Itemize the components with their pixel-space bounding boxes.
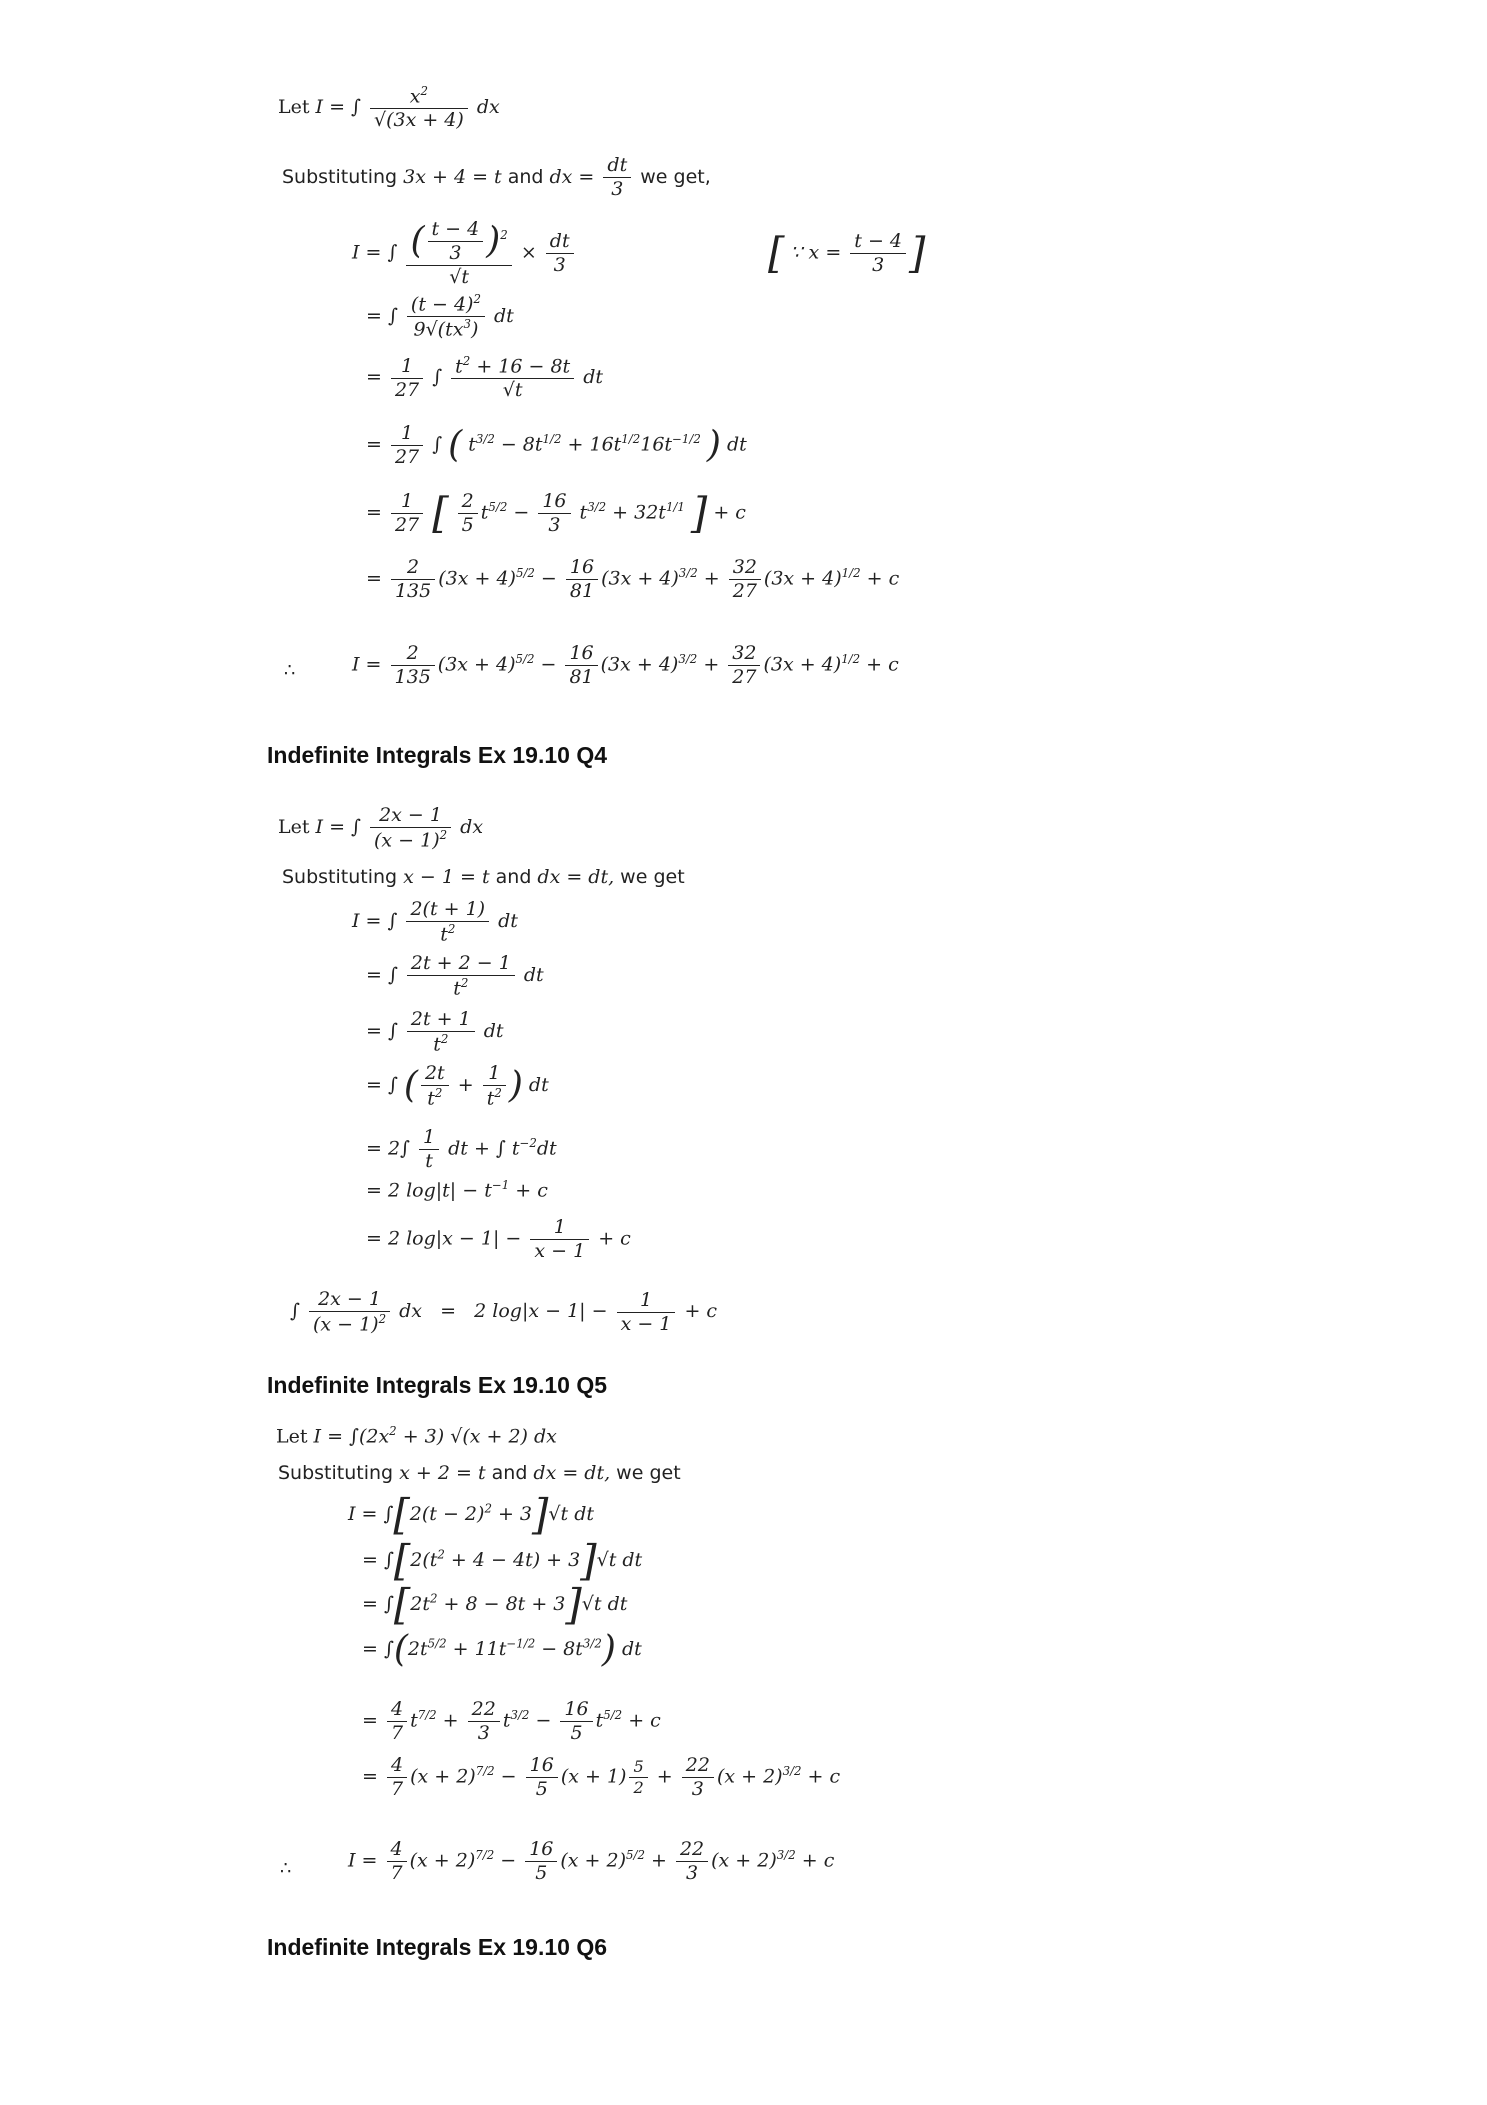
q5-therefore: ∴ bbox=[280, 1858, 292, 1879]
q5-step-5: = $\frac{4}{7}$ $t^{7/2}$ + $\frac{22}{3}$ $t^{3/2}$ − $\frac{16}{5}$ $t^{5/2} + c$ bbox=[362, 1698, 661, 1744]
q5-step-4: = $\int(2t^{5/2} + 11t^{-1/2} - 8t^{3/2})$ dt bbox=[362, 1629, 642, 1670]
q3-step-2: = ∫ $\frac{(t - 4)^2}{9√(tx^3)}$ dt bbox=[366, 292, 514, 341]
q3-step-1: I = ∫ ( $\frac{t - 4}{3}$ )$^2$ √t × $\frac{dt}{3}$ bbox=[352, 220, 577, 287]
q5-final: I = $\frac{4}{7}$ $(x + 2)^{7/2}$ − $\frac{16}{5}$ $(x + 2)^{5/2}$ + $\frac{22}{3}$ $(x + 2)^{3/2} + c$ bbox=[348, 1838, 835, 1884]
q4-step-5: = 2∫ $\frac{1}{t}$ dt + ∫ $t^{-2}dt$ bbox=[366, 1126, 557, 1172]
q3-since-note: [ ∵ x = $\frac{t - 4}{3}$ ] bbox=[768, 228, 926, 278]
q4-substitution-text: Substituting x − 1 = t and dx = dt, we get bbox=[282, 866, 685, 888]
q3-final: I = $\frac{2}{135}$ $(3x + 4)^{5/2}$ − $\frac{16}{81}$ $(3x + 4)^{3/2}$ + $\frac{32}{27}$ $(3x + 4)^{1/2} + c$ bbox=[352, 642, 899, 688]
q5-let-line: Let $I = \int(2x^2 + 3) √(x + 2)$ dx bbox=[276, 1424, 557, 1448]
q3-step-3: = $\frac{1}{27}$ ∫ $\frac{t^2 + 16 - 8t}{√t}$ dt bbox=[366, 354, 604, 402]
let-label: Let bbox=[278, 816, 310, 839]
q3-let-line: Let I = ∫ $\frac{x^2}{√(3x + 4)}$ dx bbox=[278, 84, 500, 132]
q4-step-3: = ∫ $\frac{2t + 1}{t^2}$ dt bbox=[366, 1008, 504, 1056]
let-label: Let bbox=[276, 1425, 308, 1448]
q3-step-4: = $\frac{1}{27}$ ∫ ( $t^{3/2} - 8t^{1/2} + 16t^{1/2}16t^{-1/2}$ ) dt bbox=[366, 422, 747, 468]
q4-step-2: = ∫ $\frac{2t + 2 - 1}{t^2}$ dt bbox=[366, 952, 544, 1000]
q4-step-1: I = ∫ $\frac{2(t + 1)}{t^2}$ dt bbox=[352, 898, 518, 946]
q3-step-5: = $\frac{1}{27}$ [ $\frac{2}{5}$ $t^{5/2}$ − $\frac{16}{3}$ $t^{3/2} + 32t^{1/1}$ ] + c bbox=[366, 488, 746, 538]
q4-step-6: = 2 $\log|t| - t^{-1} + c$ bbox=[366, 1178, 548, 1202]
q4-final: ∫ $\frac{2x - 1}{(x - 1)^2}$ dx = 2 log|x − 1| − $\frac{1}{x - 1}$ + c bbox=[290, 1288, 718, 1336]
let-label: Let bbox=[278, 96, 310, 119]
q5-step-2: = $\int[2(t^2 + 4 - 4t) + 3]√t$ dt bbox=[362, 1536, 643, 1585]
q3-substitution-text: Substituting 3x + 4 = t and dx = $\frac{dt}{3}$ we get, bbox=[282, 154, 711, 200]
q4-step-4: = ∫ ( $\frac{2t}{t^2}$ + $\frac{1}{t^2}$ ) dt bbox=[366, 1062, 549, 1110]
q6-heading: Indefinite Integrals Ex 19.10 Q6 bbox=[267, 1934, 608, 1960]
q4-let-line: Let I = ∫ $\frac{2x - 1}{(x - 1)^2}$ dx bbox=[278, 804, 484, 852]
q3-step-6: = $\frac{2}{135}$ $(3x + 4)^{5/2}$ − $\frac{16}{81}$ $(3x + 4)^{3/2}$ + $\frac{32}{27}$ $(3x + 4)^{1/2} + c$ bbox=[366, 556, 900, 602]
q5-step-1: $I = \int[2(t - 2)^2 + 3]√t$ dt bbox=[348, 1490, 595, 1539]
q5-step-6: = $\frac{4}{7}$ $(x + 2)^{7/2}$ − $\frac{16}{5}$ (x + 1) $\frac{5}{2}$ + $\frac{22}{3}$ $(x + 2)^{3/2} + c$ bbox=[362, 1754, 841, 1800]
q5-heading: Indefinite Integrals Ex 19.10 Q5 bbox=[267, 1372, 608, 1398]
q5-step-3: = $\int[2t^2 + 8 - 8t + 3]√t$ dt bbox=[362, 1580, 628, 1629]
q4-step-7: = 2 log|x − 1| − $\frac{1}{x - 1}$ + c bbox=[366, 1216, 631, 1262]
q3-therefore: ∴ bbox=[284, 660, 296, 681]
q5-substitution-text: Substituting x + 2 = t and dx = dt, we get bbox=[278, 1462, 681, 1484]
q4-heading: Indefinite Integrals Ex 19.10 Q4 bbox=[267, 742, 608, 768]
